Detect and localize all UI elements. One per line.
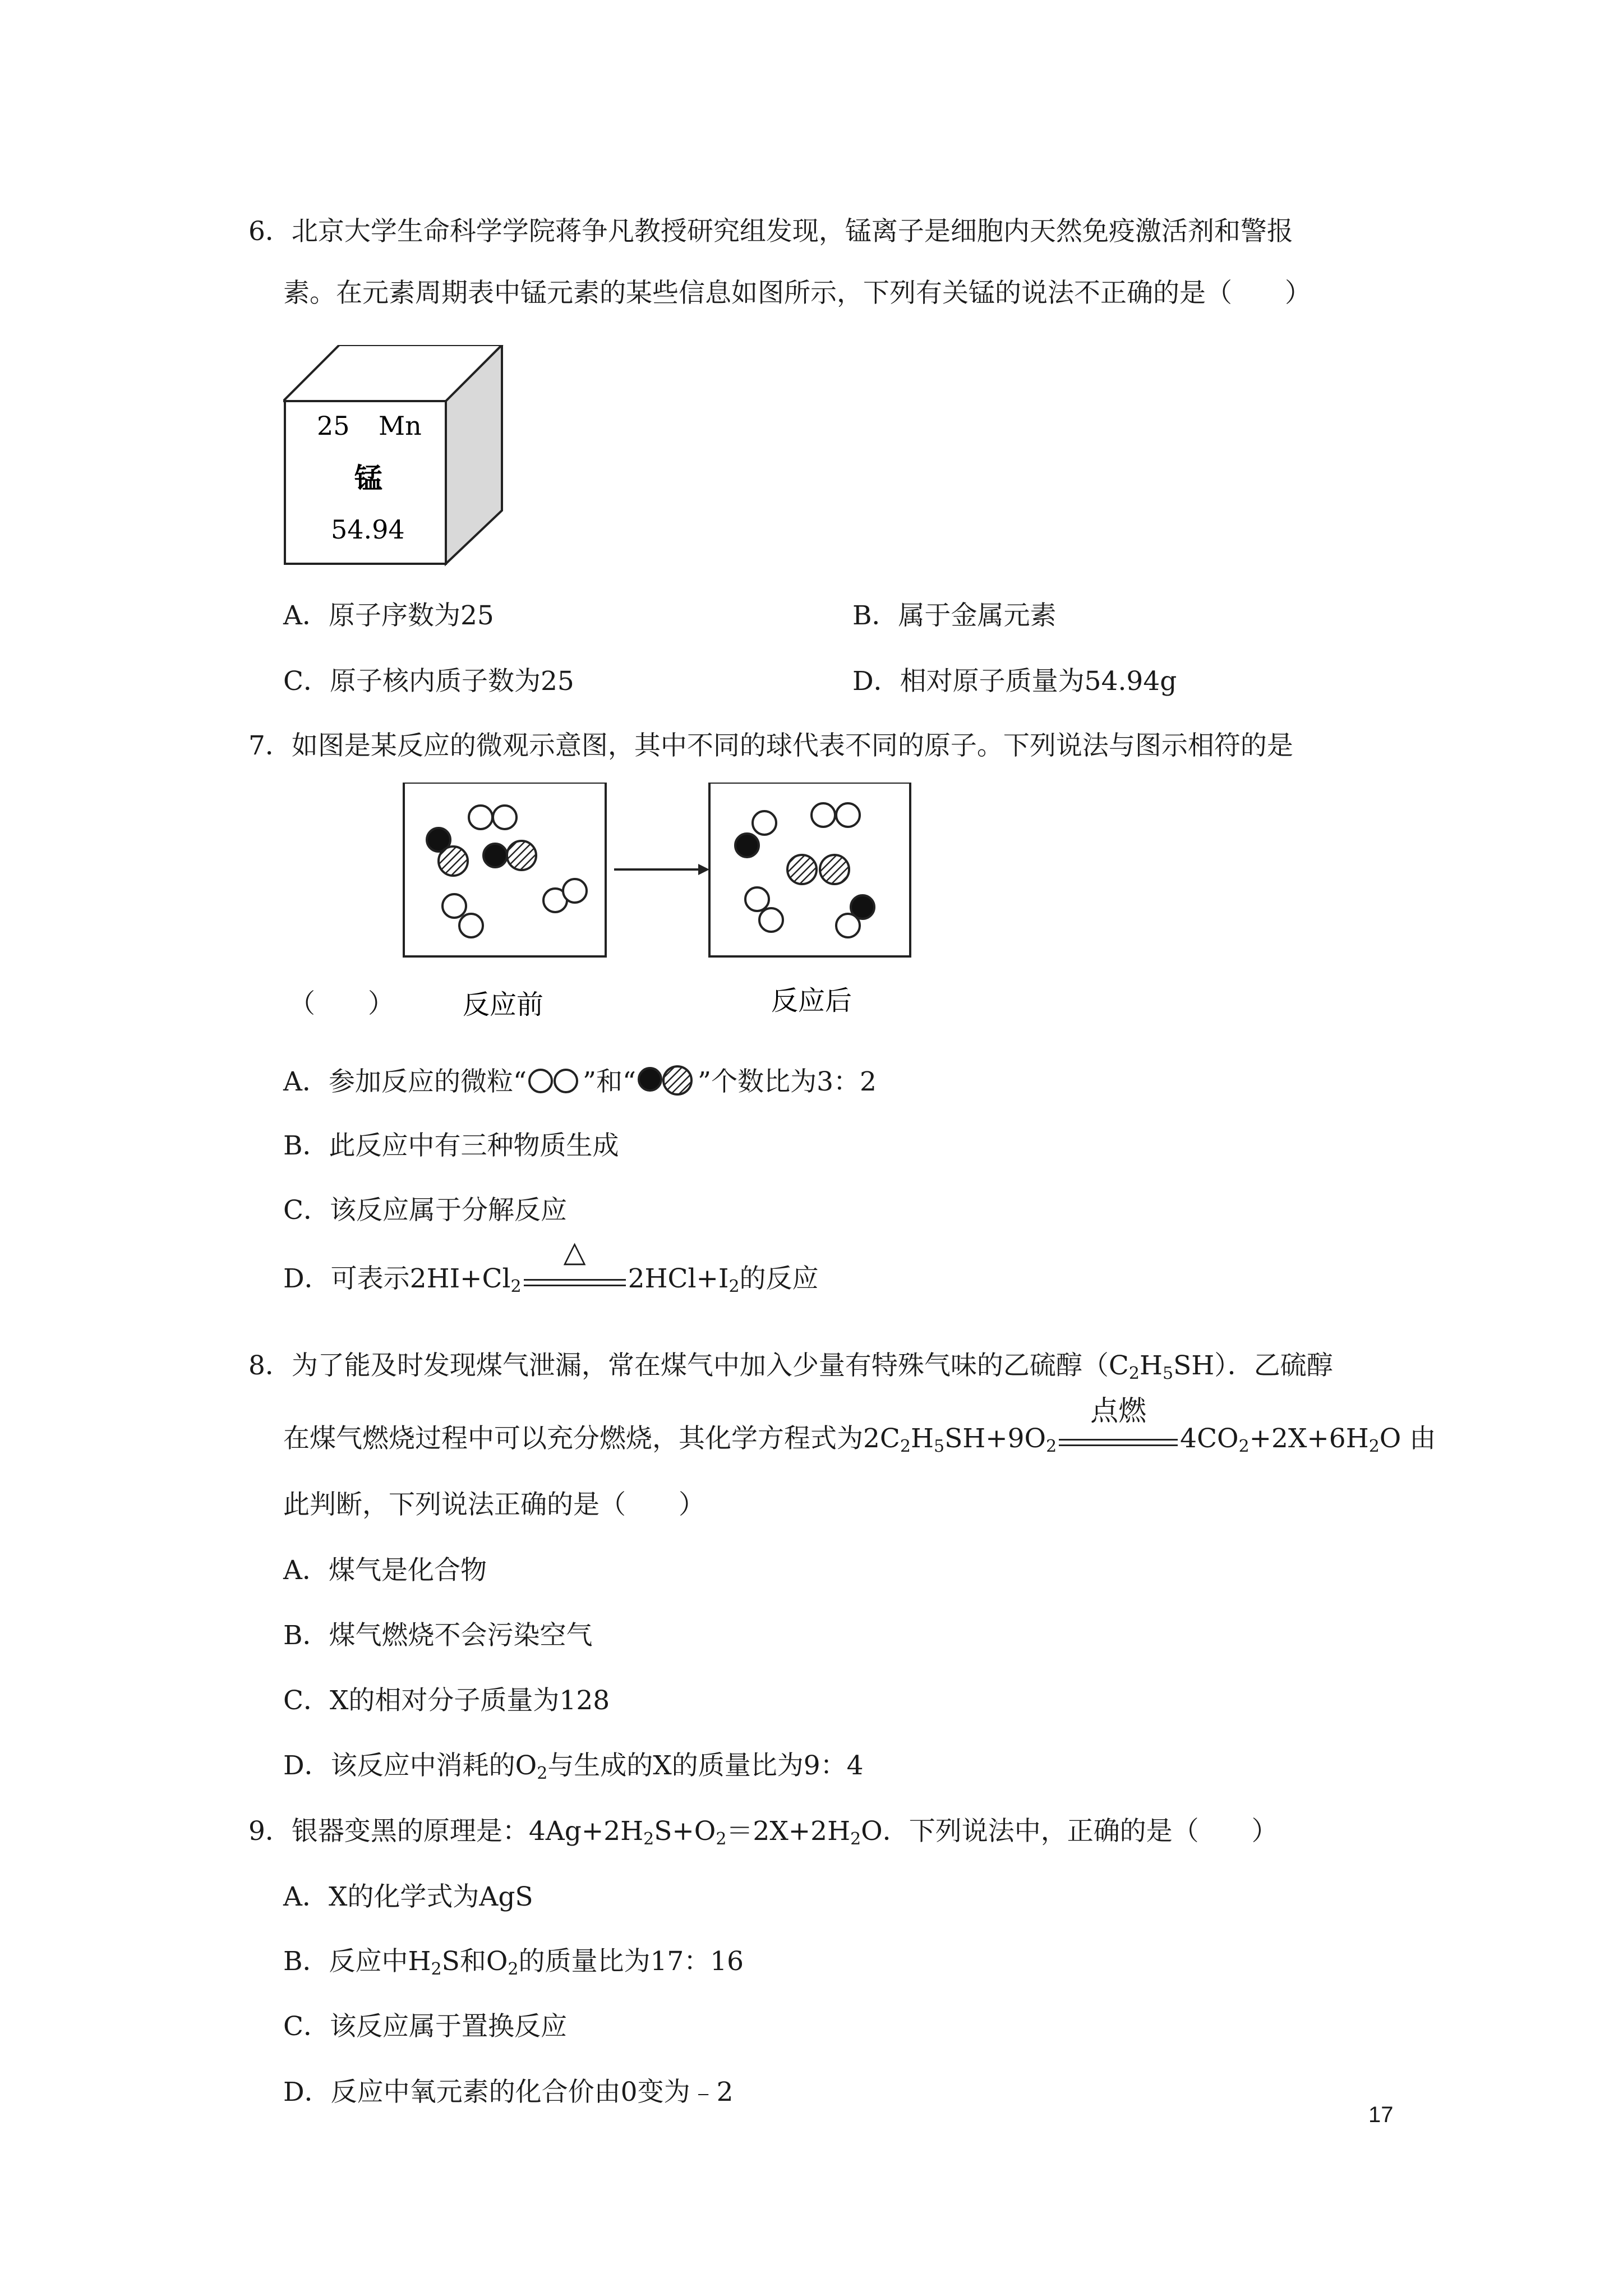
q9-option-d[interactable]: D．反应中氧元素的化合价由0变为﹣2	[283, 2077, 734, 2108]
page-number: 17	[1368, 2102, 1394, 2127]
element-mass: 54.94	[331, 514, 405, 545]
q7-option-c[interactable]: C．该反应属于分解反应	[283, 1195, 567, 1226]
q6-option-b[interactable]: B．属于金属元素	[852, 600, 1057, 631]
label-before-reaction: 反应前	[463, 989, 544, 1020]
two-white-atoms-icon	[527, 1067, 583, 1095]
q6-option-a[interactable]: A．原子序数为25	[283, 600, 494, 631]
manganese-element-cube	[283, 345, 508, 567]
element-name: 锰	[354, 462, 382, 495]
q8-stem-line3: 此判断，下列说法正确的是（ ）	[283, 1489, 705, 1520]
q6-stem-line2: 素。在元素周期表中锰元素的某些信息如图所示，下列有关锰的说法不正确的是（ ）	[283, 278, 1311, 309]
heat-condition-arrow: △	[522, 1262, 628, 1296]
q7-option-d[interactable]: D．可表示$2HI+Cl_2$ △ $2HCl+I_2$的反应	[283, 1235, 819, 1296]
reaction-micro-diagram	[393, 783, 920, 1024]
q8-stem-line2: 在煤气燃烧过程中可以充分燃烧，其化学方程式为$2C_2H_5SH+9O_2$ 点燃 $4CO_2+2X+6H_2O$ 由	[283, 1395, 1436, 1456]
q9-option-a[interactable]: A．X的化学式为AgS	[283, 1881, 533, 1912]
q6-option-d[interactable]: D．相对原子质量为54.94g	[852, 666, 1177, 697]
element-number: 25	[317, 411, 350, 441]
q8-option-d[interactable]: D．该反应中消耗的$O_2$与生成的X的质量比为9：4	[283, 1750, 864, 1783]
q8-option-c[interactable]: C．X的相对分子质量为128	[283, 1685, 610, 1716]
ignite-condition-arrow: 点燃	[1057, 1422, 1180, 1456]
black-hatched-molecule-icon	[636, 1065, 698, 1096]
label-after-reaction: 反应后	[771, 985, 852, 1016]
q7-option-b[interactable]: B．此反应中有三种物质生成	[283, 1130, 619, 1161]
q9-option-b[interactable]: B．反应中$H_2S$和$O_2$的质量比为17：16	[283, 1946, 744, 1979]
q8-option-a[interactable]: A．煤气是化合物	[283, 1555, 487, 1586]
q7-stem-line1: 7．如图是某反应的微观示意图，其中不同的球代表不同的原子。下列说法与图示相符的是	[248, 730, 1293, 761]
q6-stem-line1: 6．北京大学生命科学学院蒋争凡教授研究组发现，锰离子是细胞内天然免疫激活剂和警报	[248, 216, 1293, 247]
element-symbol: Mn	[379, 411, 422, 441]
q6-option-c[interactable]: C．原子核内质子数为25	[283, 666, 574, 697]
q7-answer-paren: （ ）	[289, 988, 394, 1019]
q7-option-a[interactable]: A．参加反应的微粒“ ”和“ ”个数比为3：2	[283, 1065, 877, 1099]
q8-stem-line1: 8．为了能及时发现煤气泄漏，常在煤气中加入少量有特殊气味的乙硫醇$(C_2H_5SH)$．乙硫醇	[248, 1350, 1333, 1383]
q9-stem-line1: 9．银器变黑的原理是：$4Ag+2H_2S+O_2=2X+2H_2O$．下列说法中，正确的是（ ）	[248, 1816, 1278, 1849]
q9-option-c[interactable]: C．该反应属于置换反应	[283, 2011, 567, 2042]
q8-option-b[interactable]: B．煤气燃烧不会污染空气	[283, 1620, 593, 1651]
